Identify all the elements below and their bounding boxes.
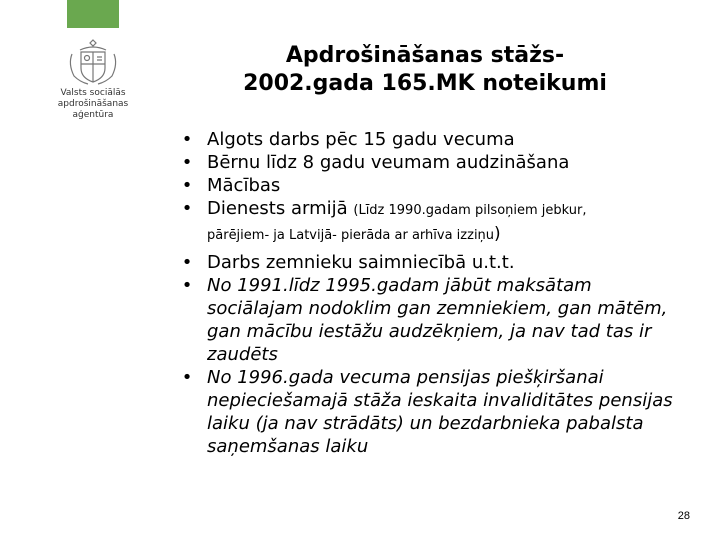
list-item — [180, 274, 680, 366]
list-item-text: Dienests armijā — [207, 198, 348, 219]
bullet-icon: • — [181, 152, 193, 173]
list-item — [180, 197, 680, 222]
slide-title-line-2: 2002.gada 165.MK noteikumi — [243, 71, 607, 96]
list-item-text: No 1996.gada vecuma pensijas piešķiršanai nepieciešamajā stāža ieskaita invaliditātes pensijas laiku (ja nav strādāts) un bezdarbnieka pabalsta saņemšanas laiku — [207, 367, 673, 457]
list-item-note-text: pārējiem- ja Latvijā- pierāda ar arhīva izziņu — [207, 228, 495, 243]
list-item — [180, 128, 680, 151]
agency-name-line-3: aģentūra — [72, 110, 114, 120]
coat-of-arms-logo — [58, 36, 128, 86]
list-item-text: No 1991.līdz 1995.gadam jābūt maksātam sociālajam nodoklim gan zemniekiem, gan mātēm, gan mācību iestāžu audzēkņiem, ja nav tad tas ir zaudēts — [207, 275, 668, 365]
list-item — [180, 366, 680, 458]
bullet-icon: • — [181, 198, 193, 219]
list-item-text: Algots darbs pēc 15 gadu vecuma — [207, 129, 515, 150]
bullet-list — [180, 128, 680, 458]
slide-title — [220, 42, 630, 98]
list-item-note: (Līdz 1990.gadam pilsoņiem jebkur, — [353, 203, 587, 218]
list-item-note-continued — [180, 223, 680, 247]
list-item-text: Bērnu līdz 8 gadu veumam audzināšana — [207, 152, 570, 173]
list-item-text: Mācības — [207, 175, 281, 196]
list-item — [180, 251, 680, 274]
list-item — [180, 174, 680, 197]
bullet-icon: • — [181, 275, 193, 296]
agency-name-line-2: apdrošināšanas — [57, 99, 129, 109]
bullet-icon: • — [181, 129, 193, 150]
page-number: 28 — [677, 510, 690, 522]
green-header-block — [67, 0, 119, 28]
agency-name-line-1: Valsts sociālās — [60, 88, 126, 98]
bullet-icon: • — [181, 367, 193, 388]
list-item — [180, 151, 680, 174]
slide-title-line-1: Apdrošināšanas stāžs- — [285, 43, 565, 68]
bullet-icon: • — [181, 175, 193, 196]
agency-name — [38, 88, 148, 121]
bullet-icon: • — [181, 252, 193, 273]
list-item-text: Darbs zemnieku saimniecībā u.t.t. — [207, 252, 515, 273]
closing-paren: ) — [494, 224, 501, 244]
